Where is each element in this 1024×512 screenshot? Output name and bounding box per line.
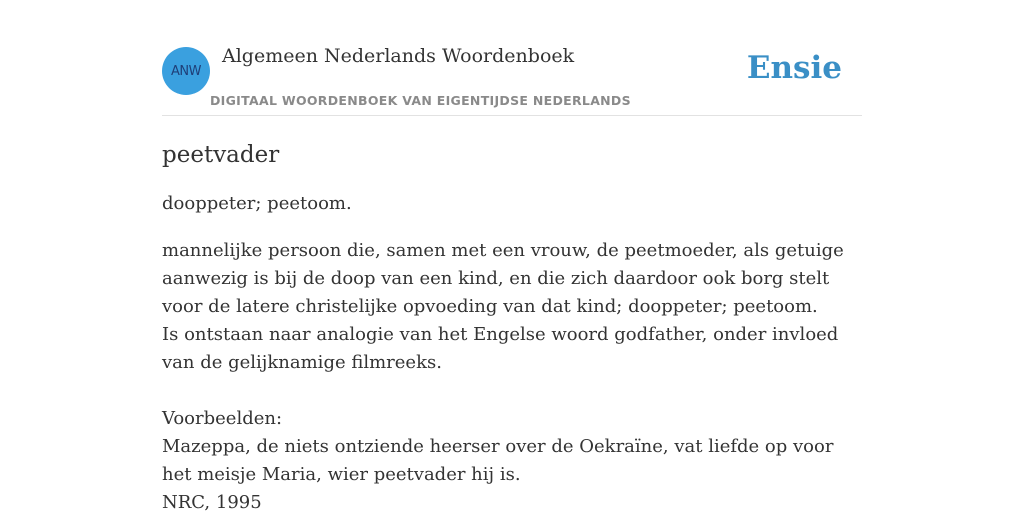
ensie-brand-link[interactable]: Ensie [746, 50, 842, 86]
site-header [162, 0, 862, 116]
examples-label: Voorbeelden: [162, 408, 283, 429]
example-text: Mazeppa, de niets ontziende heerser over de Oekraïne, vat liefde op voor het meisje Maria, wier peetvader hij is. [162, 436, 834, 485]
anw-logo[interactable] [162, 47, 210, 95]
definition-text: mannelijke persoon die, samen met een vrouw, de peetmoeder, als getuige aanwezig is bij de doop van een kind, en die zich daardoor ook borg stelt voor de latere christelijke opvoeding van dat kind; dooppeter; peetoom. [162, 240, 844, 317]
logo-text: ANW [171, 63, 201, 79]
site-subtitle: DIGITAAL WOORDENBOEK VAN EIGENTIJDSE NEDERLANDS [210, 93, 631, 108]
origin-text: Is ontstaan naar analogie van het Engelse woord godfather, onder invloed van de gelijknamige filmreeks. [162, 324, 839, 373]
example-source: NRC, 1995 [162, 492, 262, 512]
paragraph-spacer [162, 377, 862, 405]
headword: peetvader [162, 142, 280, 168]
definition-block [162, 237, 862, 512]
site-title[interactable]: Algemeen Nederlands Woordenboek [222, 45, 575, 67]
content-container [162, 0, 862, 512]
synonyms: dooppeter; peetoom. [162, 193, 352, 214]
